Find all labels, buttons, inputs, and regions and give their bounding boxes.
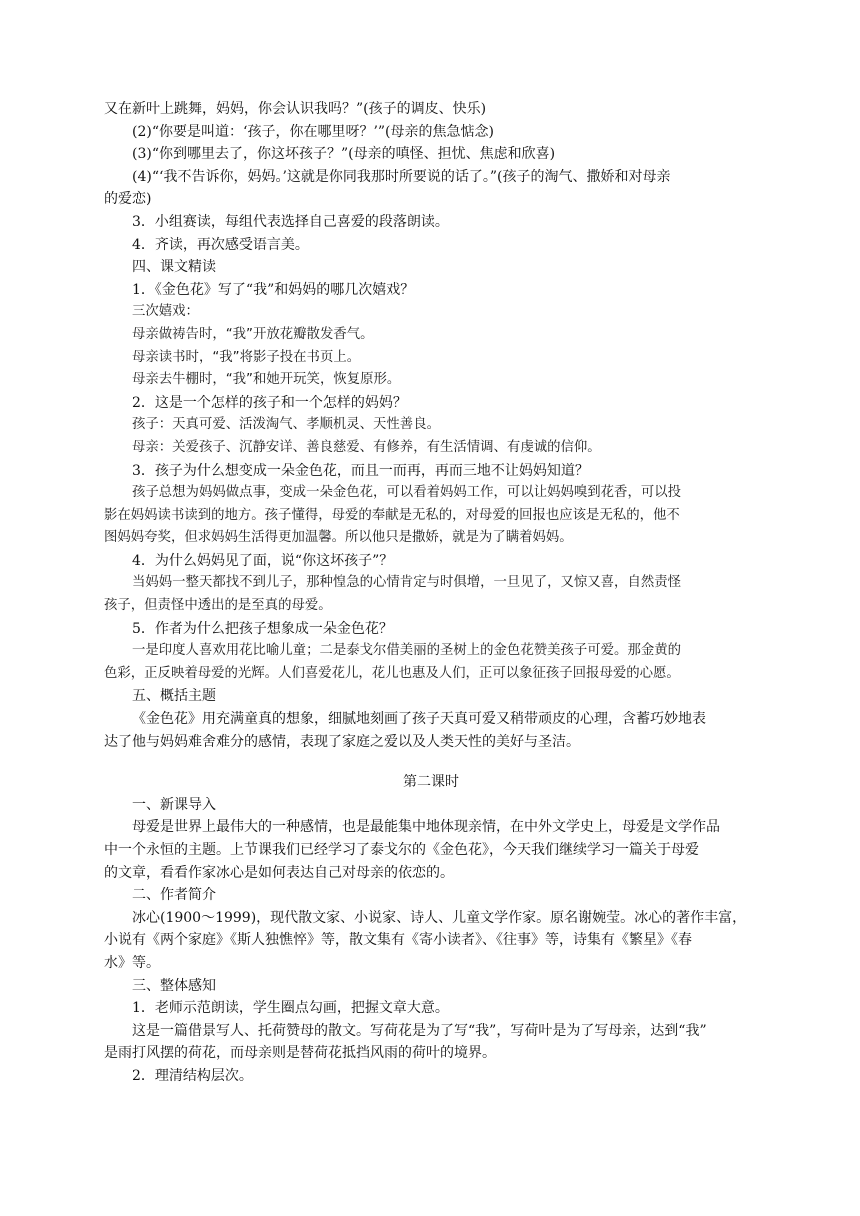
text-line: 冰心(1900～1999)，现代散文家、小说家、诗人、儿童文学作家。原名谢婉莹。冰心的著作丰富， <box>132 909 747 926</box>
text-line: 中一个永恒的主题。上节课我们已经学习了泰戈尔的《金色花》，今天我们继续学习一篇关于母爱 <box>104 842 699 858</box>
lesson-two-body <box>104 794 758 1088</box>
text-line: 2．理清结构层次。 <box>132 1067 253 1084</box>
section-gap <box>104 753 758 771</box>
text-line: 3．孩子为什么想变成一朵金色花，而且一而再，再而三地不让妈妈知道？ <box>132 462 589 479</box>
text-line: 小说有《两个家庭》《斯人独憔悴》等，散文集有《寄小读者》、《往事》等，诗集有《繁星》《春 <box>104 932 692 949</box>
text-line: 母亲读书时，“我”将影子投在书页上。 <box>132 349 361 365</box>
text-line: 又在新叶上跳舞，妈妈，你会认识我吗？”(孩子的调皮、快乐) <box>104 101 487 117</box>
text-line: 4．为什么妈妈见了面，说“你这坏孩子”？ <box>132 552 394 569</box>
text-line: 2．这是一个怎样的孩子和一个怎样的妈妈？ <box>132 394 407 411</box>
text-line: 四、课文精读 <box>132 259 216 276</box>
text-line: 母亲去牛棚时，“我”和她开玩笑，恢复原形。 <box>132 372 401 388</box>
text-line: 母亲：关爱孩子、沉静安详、善良慈爱、有修养，有生活情调、有虔诚的信仰。 <box>132 439 601 455</box>
text-line: 1．《金色花》写了“我”和妈妈的哪几次嬉戏？ <box>132 281 415 298</box>
text-line: 4．齐读，再次感受语言美。 <box>132 236 309 253</box>
text-line: 三次嬉戏： <box>132 304 199 320</box>
text-line: 二、作者简介 <box>132 887 216 904</box>
text-line: 母爱是世界上最伟大的一种感情，也是最能集中地体现亲情，在中外文学史上，母爱是文学作品 <box>132 819 720 836</box>
text-line: 这是一篇借景写人、托荷赞母的散文。写荷花是为了写“我”，写荷叶是为了写母亲，达到“我” <box>132 1022 707 1039</box>
section-title: 第二课时 <box>403 774 459 791</box>
text-line: (3)“你到哪里去了，你这坏孩子？”(母亲的嗔怪、担忧、焦虑和欣喜) <box>132 146 556 163</box>
text-line: 当妈妈一整天都找不到儿子，那种惶急的心情肯定与时俱增，一旦见了，又惊又喜，自然责怪 <box>132 575 682 591</box>
text-line: 母亲做祷告时，“我”开放花瓣散发香气。 <box>132 326 374 342</box>
lesson-one-body <box>104 98 758 753</box>
document-page <box>104 98 758 1088</box>
text-line: 一是印度人喜欢用花比喻儿童；二是泰戈尔借美丽的圣树上的金色花赞美孩子可爱。那金黄的 <box>132 643 682 659</box>
text-line: 是雨打风摆的荷花，而母亲则是替荷花抵挡风雨的荷叶的境界。 <box>104 1045 496 1062</box>
text-line: 的文章，看看作家冰心是如何表达自己对母亲的依恋的。 <box>104 864 454 881</box>
text-line: 达了他与妈妈难舍难分的感情，表现了家庭之爱以及人类天性的美好与圣洁。 <box>104 733 580 750</box>
text-line: 5．作者为什么把孩子想象成一朵金色花？ <box>132 620 393 637</box>
text-line: 水》等。 <box>104 954 160 971</box>
text-line: 影在妈妈读书读到的地方。孩子懂得，母爱的奉献是无私的，对母爱的回报也应该是无私的，他不 <box>104 507 680 523</box>
text-line: 孩子：天真可爱、活泼淘气、孝顺机灵、天性善良。 <box>132 417 440 433</box>
text-line: 的爱恋) <box>104 191 152 208</box>
text-line: 孩子总想为妈妈做点事，变成一朵金色花，可以看着妈妈工作，可以让妈妈嗅到花香，可以投 <box>132 485 682 501</box>
text-line: (4)“‘我不告诉你，妈妈。’这就是你同我那时所要说的话了。”(孩子的淘气、撒娇和对母亲 <box>132 168 671 185</box>
text-line: 五、概括主题 <box>132 688 216 705</box>
text-line: 一、新课导入 <box>132 796 216 813</box>
text-line: 孩子，但责怪中透出的是至真的母爱。 <box>104 598 332 614</box>
text-line: 色彩，正反映着母爱的光辉。人们喜爱花儿，花儿也惠及人们，正可以象征孩子回报母爱的心愿。 <box>104 665 680 681</box>
text-line: 图妈妈夸奖，但求妈妈生活得更加温馨。所以他只是撒娇，就是为了瞒着妈妈。 <box>104 530 573 546</box>
text-line: 3．小组赛读，每组代表选择自己喜爱的段落朗读。 <box>132 213 449 230</box>
text-line: 《金色花》用充满童真的想象，细腻地刻画了孩子天真可爱又稍带顽皮的心理，含蓄巧妙地表 <box>132 711 706 728</box>
text-line: (2)“你要是叫道：‘孩子，你在哪里呀？’”(母亲的焦急惦念) <box>132 123 494 140</box>
text-line: 1．老师示范朗读，学生圈点勾画，把握文章大意。 <box>132 1000 449 1017</box>
text-line: 三、整体感知 <box>132 977 216 994</box>
